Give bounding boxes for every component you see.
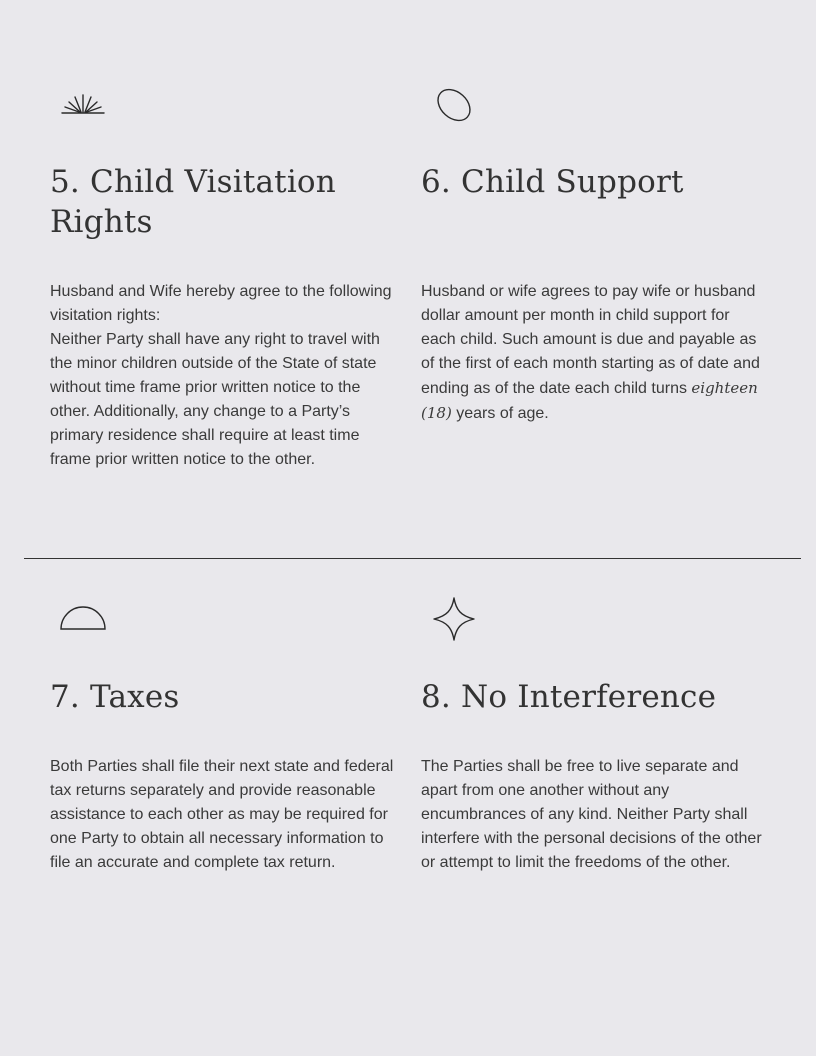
section-6-title: 6. Child Support [421,164,684,200]
section-8-paragraph: The Parties shall be free to live separate and apart from one another without any encumbrances of any kind. Neither Party shall interfere with the personal decisions of the other or attempt to limit the freedoms of the other. [421,758,762,871]
section-6-text-after: years of age. [451,405,549,422]
section-5-title [50,162,336,242]
sparkle-star-icon [431,596,477,642]
section-8-title: 8. No Interference [421,679,717,715]
section-5-title-line2: Rights [50,204,153,240]
section-6-body [421,280,766,426]
section-6-paragraph [421,280,766,426]
section-6-text-before: Husband or wife agrees to pay wife or husband dollar amount per month in child support for each child. Such amount is due and payable as of the first of each month starting as of date and ending as of the date each child turns [421,283,760,397]
section-5-paragraph-1: Husband and Wife hereby agree to the following visitation rights: [50,283,392,324]
section-divider [24,558,801,559]
section-7-body [50,755,395,875]
sunburst-icon [60,92,106,116]
oval-icon [434,86,474,124]
section-5-title-line1: 5. Child Visitation [50,164,336,200]
section-8-body [421,755,766,875]
section-7-paragraph: Both Parties shall file their next state and federal tax returns separately and provide reasonable assistance to each other as may be required for one Party to obtain all necessary information to file an accurate and complete tax return. [50,758,394,871]
section-5-paragraph-2: Neither Party shall have any right to travel with the minor children outside of the State of state without time frame prior written notice to the other. Additionally, any change to a Party’s primary residence shall require at least time frame prior written notice to the other. [50,331,380,468]
section-6-text-italic: eighteen (18) [421,379,758,422]
semicircle-icon [58,604,108,632]
section-5-body [50,280,395,472]
section-7-title: 7. Taxes [50,679,180,715]
